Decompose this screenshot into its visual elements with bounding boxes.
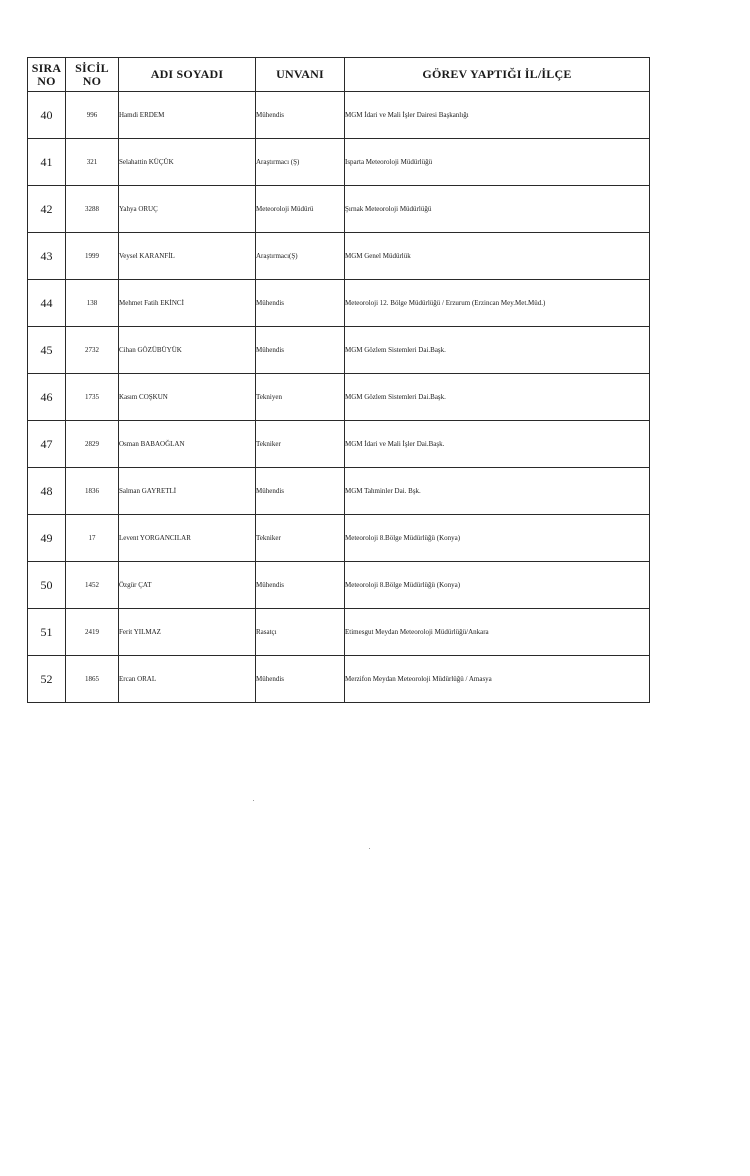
- header-unvani: UNVANI: [256, 58, 345, 92]
- cell-sicil-no: 1999: [66, 233, 119, 280]
- cell-sira-no: 46: [28, 374, 66, 421]
- header-sicil-line2: NO: [82, 73, 102, 88]
- cell-sicil-no: 2829: [66, 421, 119, 468]
- cell-sicil-no: 1735: [66, 374, 119, 421]
- cell-adi-soyadi: Ferit YILMAZ: [119, 609, 256, 656]
- cell-gorev: Şırnak Meteoroloji Müdürlüğü: [345, 186, 650, 233]
- cell-sicil-no: 17: [66, 515, 119, 562]
- table-row: [28, 656, 650, 703]
- cell-adi-soyadi: Ercan ORAL: [119, 656, 256, 703]
- cell-adi-soyadi: Kasım COŞKUN: [119, 374, 256, 421]
- cell-unvani: Tekniyen: [256, 374, 345, 421]
- cell-gorev: MGM Tahminler Dai. Bşk.: [345, 468, 650, 515]
- cell-unvani: Mühendis: [256, 656, 345, 703]
- table-row: [28, 515, 650, 562]
- cell-unvani: Tekniker: [256, 515, 345, 562]
- table-row: [28, 468, 650, 515]
- cell-sira-no: 51: [28, 609, 66, 656]
- cell-sira-no: 40: [28, 92, 66, 139]
- cell-gorev: MGM Gözlem Sistemleri Dai.Başk.: [345, 327, 650, 374]
- cell-adi-soyadi: Mehmet Fatih EKİNCİ: [119, 280, 256, 327]
- cell-unvani: Mühendis: [256, 468, 345, 515]
- cell-gorev: Etimesgut Meydan Meteoroloji Müdürlüğü/Ankara: [345, 609, 650, 656]
- cell-sira-no: 48: [28, 468, 66, 515]
- cell-sicil-no: 3288: [66, 186, 119, 233]
- table-row: [28, 92, 650, 139]
- cell-unvani: Rasatçı: [256, 609, 345, 656]
- scan-speck: [253, 800, 254, 801]
- cell-sira-no: 45: [28, 327, 66, 374]
- cell-unvani: Araştırmacı (Ş): [256, 139, 345, 186]
- header-sira-no: [28, 58, 66, 92]
- cell-adi-soyadi: Osman BABAOĞLAN: [119, 421, 256, 468]
- table-body: [28, 92, 650, 703]
- cell-sira-no: 43: [28, 233, 66, 280]
- cell-sicil-no: 321: [66, 139, 119, 186]
- cell-adi-soyadi: Levent YORGANCILAR: [119, 515, 256, 562]
- cell-unvani: Araştırmacı(Ş): [256, 233, 345, 280]
- personnel-table: [27, 57, 650, 703]
- cell-sicil-no: 1836: [66, 468, 119, 515]
- table-row: [28, 562, 650, 609]
- cell-sira-no: 52: [28, 656, 66, 703]
- cell-unvani: Tekniker: [256, 421, 345, 468]
- table-row: [28, 139, 650, 186]
- table-row: [28, 609, 650, 656]
- cell-unvani: Mühendis: [256, 92, 345, 139]
- cell-sicil-no: 2732: [66, 327, 119, 374]
- cell-gorev: Meteoroloji 8.Bölge Müdürlüğü (Konya): [345, 562, 650, 609]
- table-row: [28, 233, 650, 280]
- cell-sicil-no: 138: [66, 280, 119, 327]
- table-row: [28, 421, 650, 468]
- cell-sira-no: 44: [28, 280, 66, 327]
- cell-adi-soyadi: Selahattin KÜÇÜK: [119, 139, 256, 186]
- cell-gorev: Meteoroloji 8.Bölge Müdürlüğü (Konya): [345, 515, 650, 562]
- cell-adi-soyadi: Hamdi ERDEM: [119, 92, 256, 139]
- table-row: [28, 280, 650, 327]
- cell-sira-no: 41: [28, 139, 66, 186]
- cell-sira-no: 49: [28, 515, 66, 562]
- cell-gorev: Isparta Meteoroloji Müdürlüğü: [345, 139, 650, 186]
- header-sicil-line1: SİCİL: [75, 60, 109, 75]
- header-sira-line1: SIRA: [31, 60, 62, 75]
- cell-sicil-no: 996: [66, 92, 119, 139]
- header-gorev: GÖREV YAPTIĞI İL/İLÇE: [345, 58, 650, 92]
- header-sira-line2: NO: [37, 73, 56, 88]
- table-row: [28, 374, 650, 421]
- cell-sicil-no: 1865: [66, 656, 119, 703]
- cell-unvani: Mühendis: [256, 562, 345, 609]
- cell-adi-soyadi: Cihan GÖZÜBÜYÜK: [119, 327, 256, 374]
- cell-adi-soyadi: Salman GAYRETLİ: [119, 468, 256, 515]
- cell-unvani: Mühendis: [256, 280, 345, 327]
- cell-adi-soyadi: Özgür ÇAT: [119, 562, 256, 609]
- cell-sicil-no: 1452: [66, 562, 119, 609]
- header-row: [28, 58, 650, 92]
- table-row: [28, 186, 650, 233]
- cell-gorev: MGM Gözlem Sistemleri Dai.Başk.: [345, 374, 650, 421]
- cell-sira-no: 42: [28, 186, 66, 233]
- cell-gorev: Merzifon Meydan Meteoroloji Müdürlüğü / Amasya: [345, 656, 650, 703]
- cell-adi-soyadi: Yahya ORUÇ: [119, 186, 256, 233]
- cell-gorev: Meteoroloji 12. Bölge Müdürlüğü / Erzurum (Erzincan Mey.Met.Müd.): [345, 280, 650, 327]
- cell-unvani: Mühendis: [256, 327, 345, 374]
- header-adi-soyadi: ADI SOYADI: [119, 58, 256, 92]
- cell-unvani: Meteoroloji Müdürü: [256, 186, 345, 233]
- cell-gorev: MGM İdari ve Mali İşler Dai.Başk.: [345, 421, 650, 468]
- scan-speck: [369, 848, 370, 849]
- cell-sicil-no: 2419: [66, 609, 119, 656]
- cell-gorev: MGM İdari ve Mali İşler Dairesi Başkanlığı: [345, 92, 650, 139]
- cell-adi-soyadi: Veysel KARANFİL: [119, 233, 256, 280]
- cell-gorev: MGM Genel Müdürlük: [345, 233, 650, 280]
- cell-sira-no: 47: [28, 421, 66, 468]
- table-row: [28, 327, 650, 374]
- table-header: [28, 58, 650, 92]
- header-sicil-no: [66, 58, 119, 92]
- cell-sira-no: 50: [28, 562, 66, 609]
